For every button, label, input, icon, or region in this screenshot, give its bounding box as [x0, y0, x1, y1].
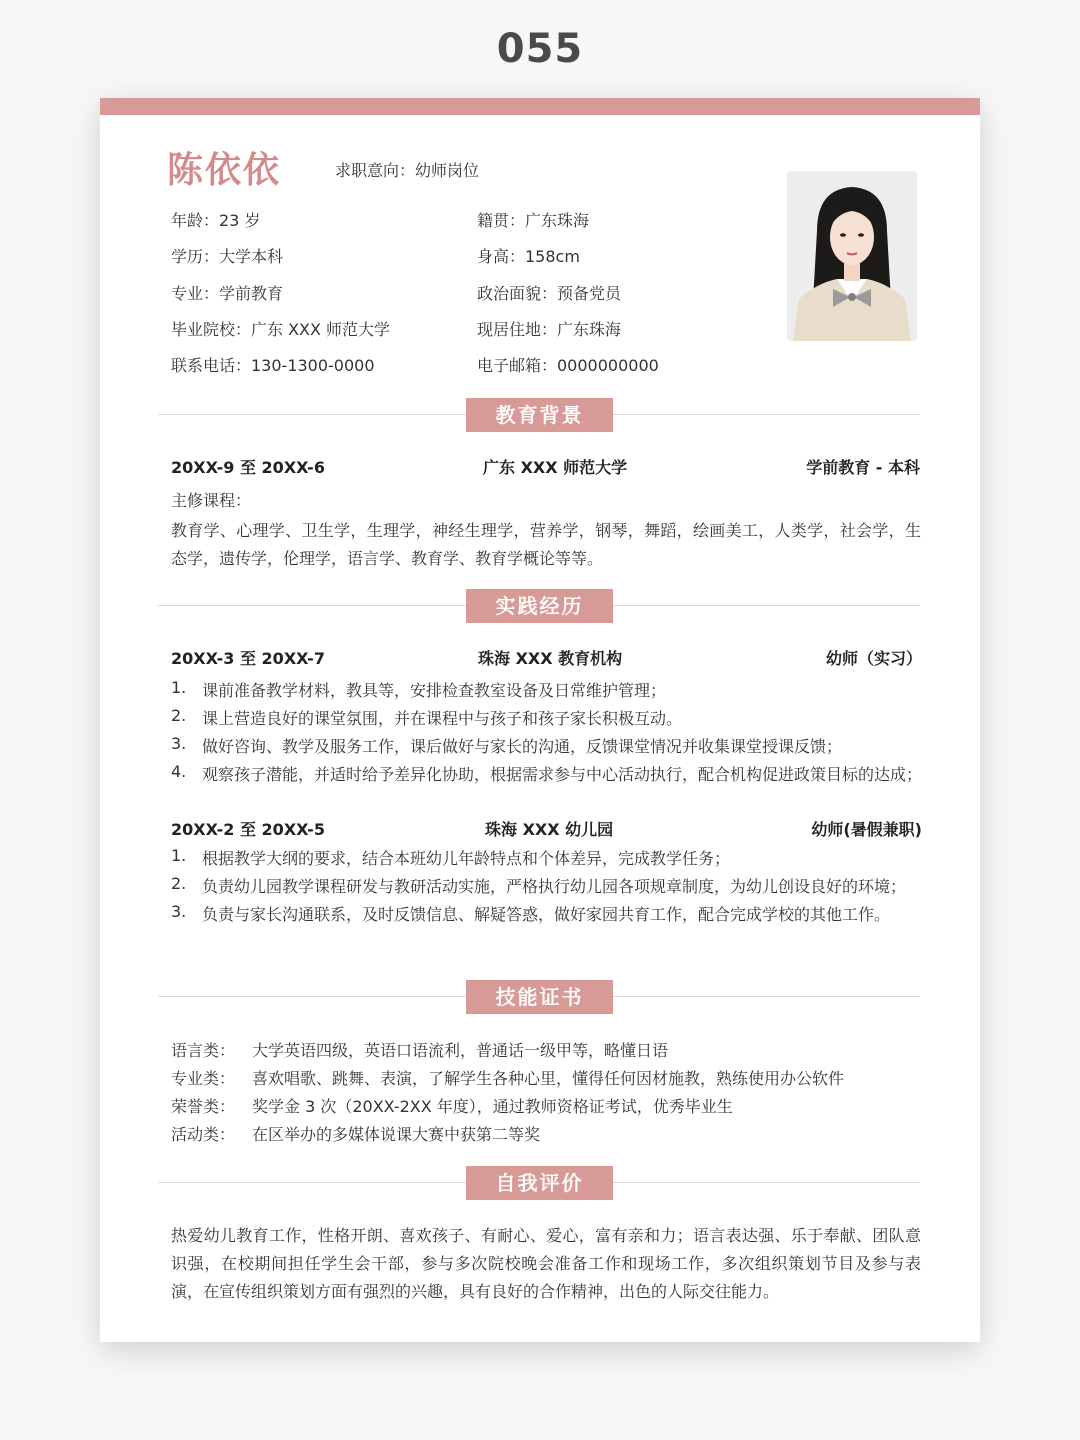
- resume-page: [100, 98, 980, 1342]
- list-item: 课前准备教学材料，教具等，安排检查教室设备及日常维护管理；: [202, 681, 667, 700]
- info-major: 专业：学前教育: [171, 284, 284, 303]
- skill-label: 活动类：: [171, 1125, 236, 1144]
- list-item: 根据教学大纲的要求，结合本班幼儿年龄特点和个体差异，完成教学任务；: [202, 849, 731, 868]
- skill-label: 荣誉类：: [171, 1097, 236, 1116]
- template-number: 055: [496, 26, 584, 72]
- top-accent-bar: [100, 98, 980, 115]
- skill-label: 语言类：: [171, 1041, 236, 1060]
- info-school: 毕业院校：广东 XXX 师范大学: [171, 320, 391, 339]
- info-education: 学历：大学本科: [171, 247, 284, 266]
- list-number: 1.: [171, 846, 187, 865]
- self-eval-section-title: 自我评价: [466, 1166, 613, 1200]
- list-number: 1.: [171, 678, 187, 697]
- candidate-name: 陈依依: [167, 150, 282, 191]
- skill-text: 大学英语四级，英语口语流利，普通话一级甲等，略懂日语: [252, 1041, 669, 1060]
- education-school: 广东 XXX 师范大学: [483, 458, 628, 477]
- education-section-title: 教育背景: [466, 398, 613, 432]
- courses-label: 主修课程：: [171, 491, 252, 510]
- list-number: 2.: [171, 874, 187, 893]
- portrait-icon: [787, 171, 917, 341]
- info-height: 身高：158cm: [477, 247, 580, 266]
- courses-text: 教育学、心理学、卫生学，生理学，神经生理学，营养学，钢琴，舞蹈，绘画美工，人类学，社会学，生态学，遗传学，伦理学，语言学、教育学、教育学概论等等。: [171, 521, 921, 568]
- skill-label: 专业类：: [171, 1069, 236, 1088]
- job-period: 20XX-3 至 20XX-7: [171, 649, 325, 668]
- skill-text: 在区举办的多媒体说课大赛中获第二等奖: [252, 1125, 541, 1144]
- info-age: 年龄：23 岁: [171, 211, 261, 230]
- list-number: 2.: [171, 706, 187, 725]
- self-eval-text: 热爱幼儿教育工作，性格开朗、喜欢孩子、有耐心、爱心，富有亲和力；语言表达强、乐于奉献、团队意识强，在校期间担任学生会干部，参与多次院校晚会准备工作和现场工作，多次组织策划节目及参与表演，在宣传组织策划方面有强烈的兴趣，具有良好的合作精神，出色的人际交往能力。: [171, 1226, 921, 1301]
- info-phone: 联系电话：130-1300-0000: [171, 356, 375, 375]
- job-role: 幼师（实习）: [825, 649, 922, 668]
- list-item: 负责幼儿园教学课程研发与教研活动实施，严格执行幼儿园各项规章制度，为幼儿创设良好的环境；: [202, 877, 907, 896]
- list-number: 3.: [171, 902, 187, 921]
- list-item: 观察孩子潜能，并适时给予差异化协助，根据需求参与中心活动执行，配合机构促进政策目标的达成；: [202, 765, 923, 784]
- info-email: 电子邮箱：0000000000: [477, 356, 659, 375]
- info-residence: 现居住地：广东珠海: [477, 320, 622, 339]
- job-period: 20XX-2 至 20XX-5: [171, 820, 325, 839]
- skill-text: 喜欢唱歌、跳舞、表演，了解学生各种心里，懂得任何因材施教，熟练使用办公软件: [252, 1069, 845, 1088]
- info-hometown: 籍贯：广东珠海: [477, 211, 590, 230]
- list-item: 负责与家长沟通联系，及时反馈信息、解疑答惑，做好家园共育工作，配合完成学校的其他工作。: [202, 905, 891, 924]
- job-org: 珠海 XXX 幼儿园: [485, 820, 614, 839]
- list-number: 4.: [171, 762, 187, 781]
- skill-text: 奖学金 3 次（20XX-2XX 年度），通过教师资格证考试，优秀毕业生: [252, 1097, 733, 1116]
- experience-section-title: 实践经历: [466, 589, 613, 623]
- profile-photo: [787, 171, 917, 341]
- skills-section-title: 技能证书: [466, 980, 613, 1014]
- info-political: 政治面貌：预备党员: [477, 284, 622, 303]
- list-item: 做好咨询、教学及服务工作，课后做好与家长的沟通，反馈课堂情况并收集课堂授课反馈；: [202, 737, 843, 756]
- list-number: 3.: [171, 734, 187, 753]
- education-degree: 学前教育 - 本科: [806, 458, 920, 477]
- list-item: 课上营造良好的课堂氛围，并在课程中与孩子和孩子家长积极互动。: [202, 709, 683, 728]
- education-period: 20XX-9 至 20XX-6: [171, 458, 325, 477]
- job-intent: 求职意向：幼师岗位: [335, 161, 480, 180]
- job-role: 幼师(暑假兼职): [811, 820, 922, 839]
- job-org: 珠海 XXX 教育机构: [478, 649, 623, 668]
